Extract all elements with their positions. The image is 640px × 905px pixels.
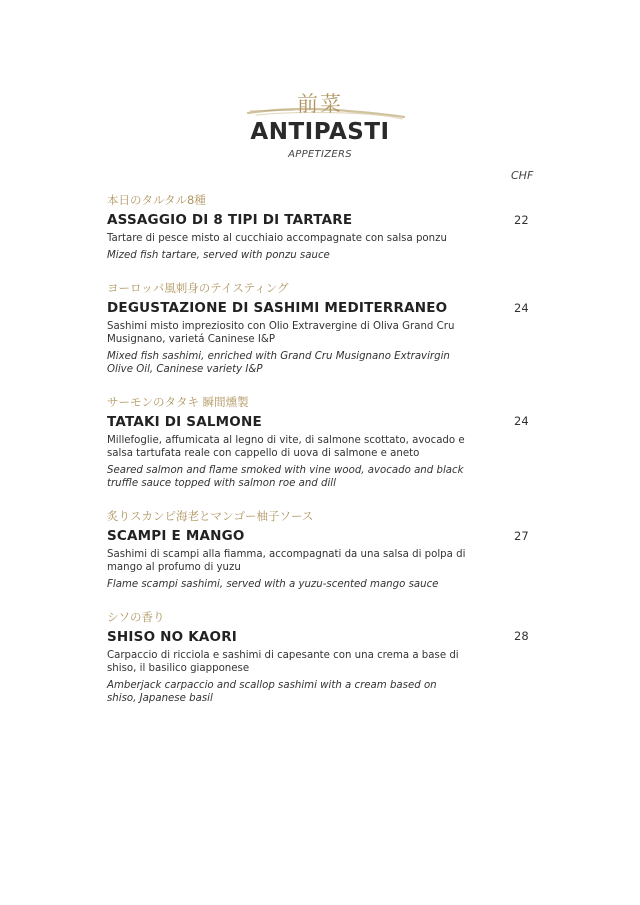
menu-item xyxy=(107,280,467,376)
item-price: 24 xyxy=(514,414,529,428)
item-name-japanese: 炙りスカンピ海老とマンゴー柚子ソース xyxy=(107,509,314,523)
item-description-italian: Tartare di pesce misto al cucchiaio accompagnate con salsa ponzu xyxy=(107,233,447,244)
section-subtitle: APPETIZERS xyxy=(288,149,352,160)
item-price: 27 xyxy=(514,529,529,543)
menu-item xyxy=(107,394,467,490)
item-name-japanese: 本日のタルタル8種 xyxy=(107,193,206,207)
item-description-english: Amberjack carpaccio and scallop sashimi with a cream based on shiso, Japanese basil xyxy=(107,680,437,704)
item-name: SHISO NO KAORI xyxy=(107,629,238,645)
menu-item xyxy=(107,609,467,705)
item-name: SCAMPI E MANGO xyxy=(107,528,245,544)
item-name-japanese: ヨーロッパ風刺身のテイスティング xyxy=(107,281,289,295)
item-description-english: Mized fish tartare, served with ponzu sauce xyxy=(107,250,330,261)
currency-label: CHF xyxy=(511,169,534,182)
item-description-english: Mixed fish sashimi, enriched with Grand Cru Musignano Extravirgin Olive Oil, Caninese variety I&P xyxy=(107,351,450,375)
item-price: 22 xyxy=(514,213,529,227)
item-description-italian: Sashimi misto impreziosito con Olio Extravergine di Oliva Grand Cru Musignano, varietá Caninese I&P xyxy=(107,321,455,345)
item-price: 28 xyxy=(514,629,529,643)
item-name: TATAKI DI SALMONE xyxy=(107,414,262,430)
section-title: ANTIPASTI xyxy=(250,119,390,145)
item-description-italian: Carpaccio di ricciola e sashimi di capesante con una crema a base di shiso, il basilico giapponese xyxy=(107,650,459,674)
item-name: ASSAGGIO DI 8 TIPI DI TARTARE xyxy=(107,212,353,228)
item-description-english: Seared salmon and flame smoked with vine wood, avocado and black truffle sauce topped with salmon roe and dill xyxy=(107,465,464,489)
item-description-italian: Millefoglie, affumicata al legno di vite, di salmone scottato, avocado e salsa tartufata reale con cappello di uova di salmone e aneto xyxy=(107,435,465,459)
section-title-japanese: 前菜 xyxy=(297,92,343,116)
item-description-english: Flame scampi sashimi, served with a yuzu-scented mango sauce xyxy=(107,579,439,590)
item-name-japanese: シソの香り xyxy=(107,610,165,624)
menu-item xyxy=(107,508,467,591)
item-description-italian: Sashimi di scampi alla fiamma, accompagnati da una salsa di polpa di mango al profumo di yuzu xyxy=(107,549,466,573)
menu-item xyxy=(107,192,467,262)
item-name-japanese: サーモンのタタキ 瞬間燻製 xyxy=(107,395,249,409)
item-price: 24 xyxy=(514,301,529,315)
item-name: DEGUSTAZIONE DI SASHIMI MEDITERRANEO xyxy=(107,300,448,316)
